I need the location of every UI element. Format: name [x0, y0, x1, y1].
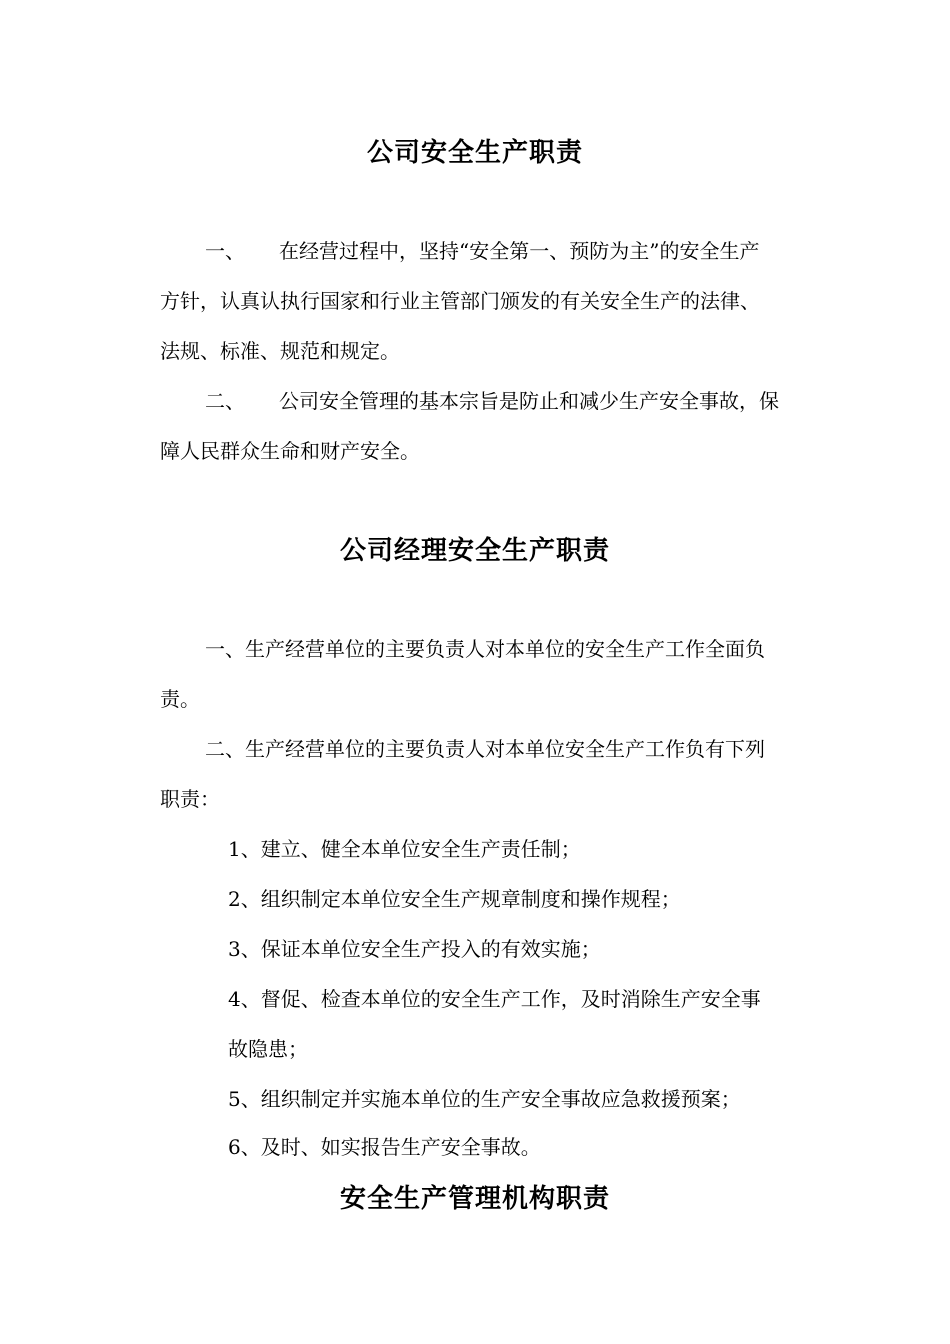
paragraph-text: 在经营过程中，坚持“安全第一、预防为主”的安全生产 [279, 239, 760, 263]
list-item: 1、建立、健全本单位安全生产责任制； [228, 837, 581, 861]
list-item: 3、保证本单位安全生产投入的有效实施； [228, 937, 601, 961]
list-item: 2、组织制定本单位安全生产规章制度和操作规程； [228, 887, 681, 911]
paragraph-text: 一、生产经营单位的主要负责人对本单位的安全生产工作全面负 [205, 637, 765, 661]
section-title-manager-safety: 公司经理安全生产职责 [339, 536, 610, 566]
list-item: 4、督促、检查本单位的安全生产工作，及时消除生产安全事 [228, 987, 761, 1011]
paragraph-marker: 二、 [205, 389, 245, 413]
paragraph-marker: 一、 [205, 239, 245, 263]
paragraph-text: 二、生产经营单位的主要负责人对本单位安全生产工作负有下列 [205, 737, 765, 761]
section-title-management-body: 安全生产管理机构职责 [339, 1184, 610, 1214]
paragraph-text: 法规、标准、规范和规定。 [160, 339, 400, 363]
paragraph-text: 责。 [160, 687, 200, 711]
paragraph-text: 方针，认真认执行国家和行业主管部门颁发的有关安全生产的法律、 [160, 289, 760, 313]
paragraph-text: 公司安全管理的基本宗旨是防止和减少生产安全事故，保 [279, 389, 779, 413]
list-item: 6、及时、如实报告生产安全事故。 [228, 1135, 541, 1159]
paragraph-text: 障人民群众生命和财产安全。 [160, 439, 420, 463]
section-title-company-safety: 公司安全生产职责 [366, 138, 583, 168]
paragraph-text: 职责： [160, 787, 220, 811]
list-item: 5、组织制定并实施本单位的生产安全事故应急救援预案； [228, 1087, 741, 1111]
list-item: 故隐患； [228, 1037, 308, 1061]
